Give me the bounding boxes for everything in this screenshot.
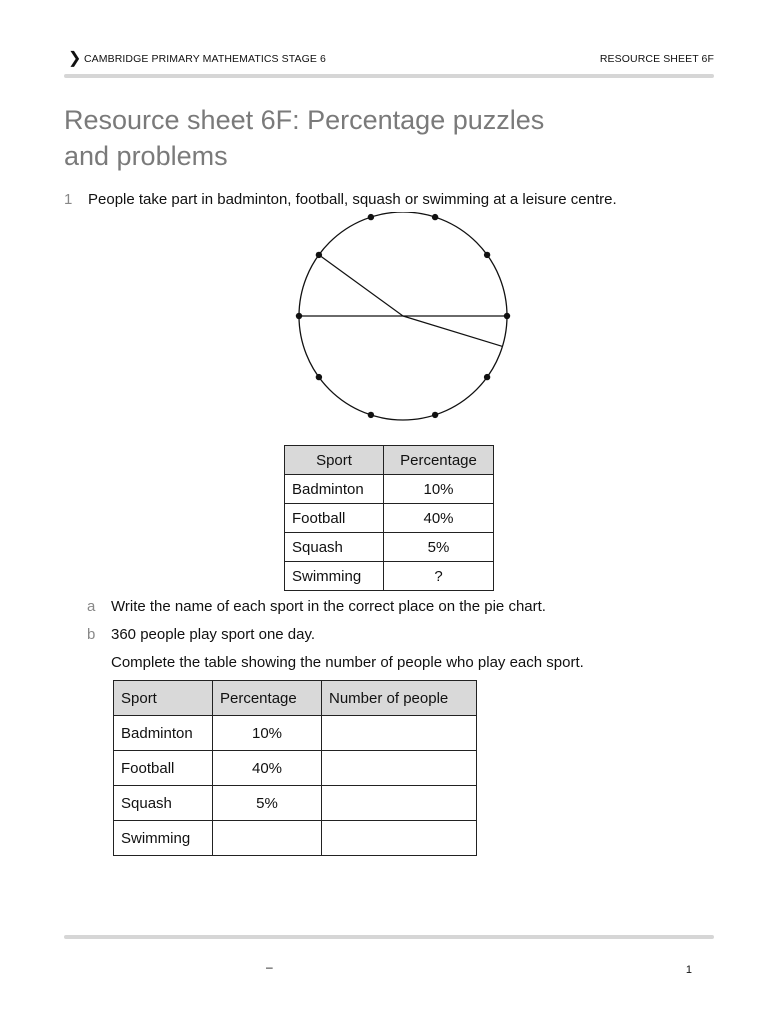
part-b-text: 360 people play sport one day. (111, 626, 316, 643)
table-row (285, 562, 494, 591)
table-cell: ? (384, 562, 494, 591)
table-cell: Swimming (285, 562, 384, 591)
page-header (64, 50, 714, 70)
answer-cell[interactable] (322, 716, 477, 751)
table-cell: Badminton (114, 716, 213, 751)
pie-chart (292, 212, 516, 422)
table-cell: Football (285, 504, 384, 533)
table-cell: 5% (384, 533, 494, 562)
header-series-title: CAMBRIDGE PRIMARY MATHEMATICS STAGE 6 (84, 53, 326, 65)
table-header-row (285, 446, 494, 475)
table-header-row (114, 681, 477, 716)
answer-cell[interactable] (322, 786, 477, 821)
page-title (64, 102, 624, 174)
chevron-right-icon: ❯ (68, 50, 82, 67)
table-header-cell: Number of people (322, 681, 477, 716)
page-title-line1: Resource sheet 6F: Percentage puzzles (64, 105, 545, 135)
table-cell: 10% (384, 475, 494, 504)
answer-cell[interactable] (322, 821, 477, 856)
pie-tick-dot (432, 412, 438, 418)
table-row (285, 475, 494, 504)
page-title-line2: and problems (64, 141, 228, 171)
header-sheet-label: RESOURCE SHEET 6F (599, 53, 714, 65)
table-cell: 40% (384, 504, 494, 533)
table-row (114, 716, 477, 751)
pie-tick-dot (484, 374, 490, 380)
table-cell: 10% (213, 716, 322, 751)
part-b-instruction: Complete the table showing the number of people who play each sport. (111, 654, 584, 671)
table-cell: 40% (213, 751, 322, 786)
table-cell: Swimming (114, 821, 213, 856)
part-b-letter: b (87, 626, 96, 643)
table-row (114, 821, 477, 856)
footer-dash: – (266, 960, 273, 974)
table-header-cell: Percentage (213, 681, 322, 716)
part-a-text: Write the name of each sport in the correct place on the pie chart. (111, 598, 546, 615)
table-row (285, 533, 494, 562)
answer-cell[interactable] (213, 821, 322, 856)
pie-tick-dot (432, 214, 438, 220)
table-row (285, 504, 494, 533)
question-number: 1 (64, 191, 73, 208)
table-header-cell: Percentage (384, 446, 494, 475)
header-divider (64, 74, 714, 78)
pie-tick-dot (368, 412, 374, 418)
table-cell: Football (114, 751, 213, 786)
pie-divider-line (319, 255, 403, 316)
people-count-table (113, 680, 477, 856)
part-a-letter: a (87, 598, 96, 615)
table-cell: Badminton (285, 475, 384, 504)
answer-cell[interactable] (322, 751, 477, 786)
pie-tick-dot (316, 374, 322, 380)
table-header-cell: Sport (285, 446, 384, 475)
table-cell: Squash (285, 533, 384, 562)
pie-divider-line (403, 316, 503, 346)
sport-percentage-table (284, 445, 494, 591)
table-row (114, 786, 477, 821)
footer-divider (64, 935, 714, 939)
pie-tick-dot (368, 214, 374, 220)
table-header-cell: Sport (114, 681, 213, 716)
question-text: People take part in badminton, football, squash or swimming at a leisure centre. (88, 191, 617, 208)
table-row (114, 751, 477, 786)
table-cell: 5% (213, 786, 322, 821)
pie-tick-dot (484, 252, 490, 258)
table-cell: Squash (114, 786, 213, 821)
page-number: 1 (685, 964, 692, 976)
